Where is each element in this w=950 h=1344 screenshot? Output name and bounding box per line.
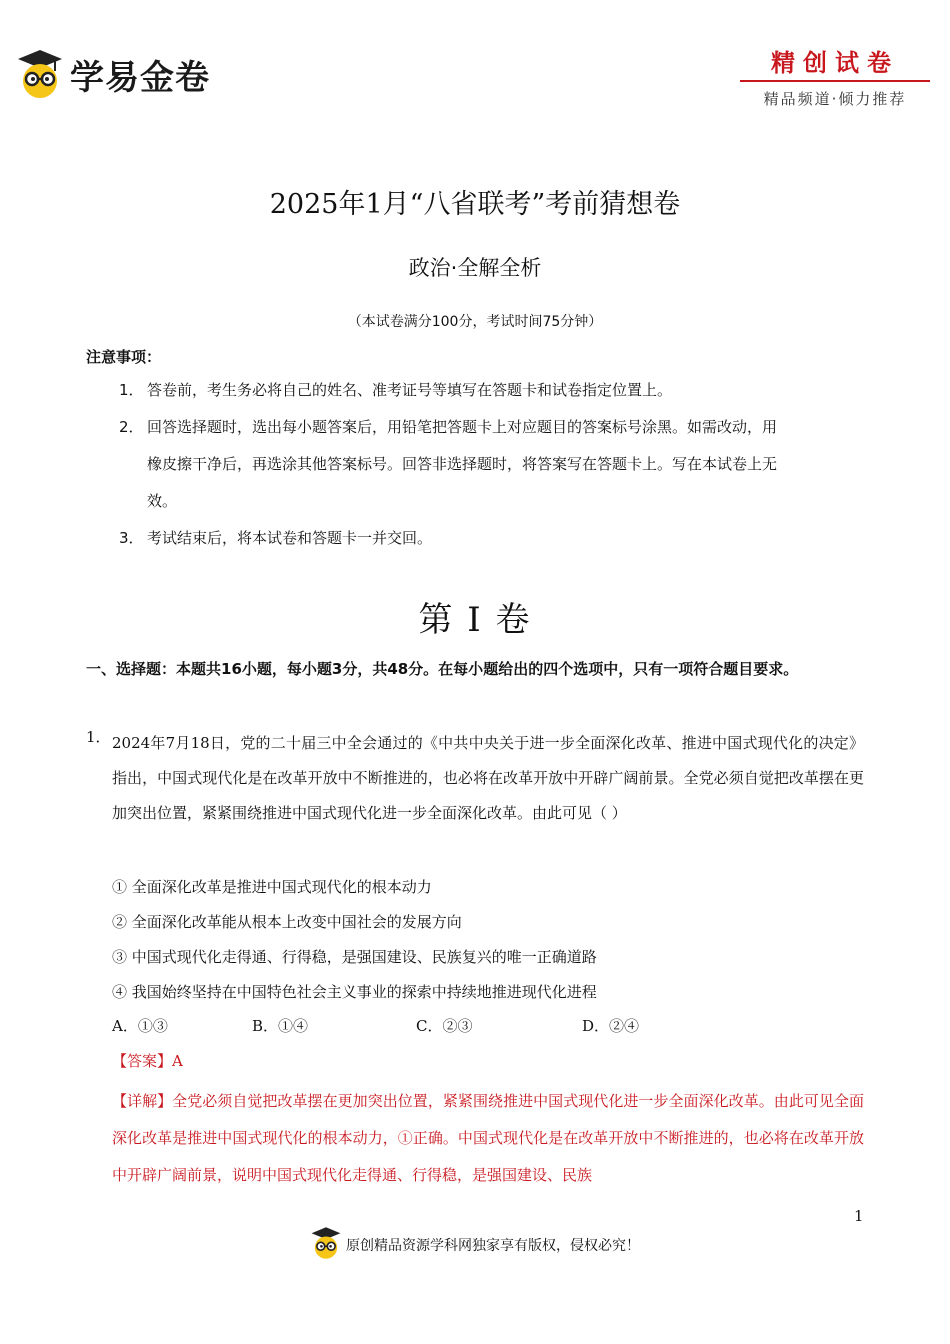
question-number: 1． xyxy=(86,728,111,746)
logo xyxy=(16,48,210,100)
choice-b: B．①④ xyxy=(252,1017,309,1035)
logo-mascot-icon xyxy=(16,48,64,100)
choice-a: A．①③ xyxy=(112,1017,168,1035)
choice-d: D．②④ xyxy=(582,1017,640,1035)
page-number: 1 xyxy=(854,1207,864,1225)
brand-title: 精创试卷 xyxy=(771,48,899,77)
question-stem: 2024年7月18日，党的二十届三中全会通过的《中共中央关于进一步全面深化改革、推进中国式现代化的决定》指出，中国式现代化是在改革开放中不断推进的，也必将在改革开放中开辟广阔前景。全党必须自觉把改革摆在更加突出位置，紧紧围绕推进中国式现代化进一步全面深化改革。由此可见（ ） xyxy=(112,734,864,822)
notice-item: 效。 xyxy=(147,492,178,510)
copyright-text: 原创精品资源学科网独家享有版权，侵权必究！ xyxy=(346,1238,640,1254)
section-description: 一、选择题：本题共16小题，每小题3分，共48分。在每小题给出的四个选项中，只有一项符合题目要求。 xyxy=(86,660,799,678)
brand-block xyxy=(740,48,930,109)
section-title: 第 I 卷 xyxy=(418,600,532,640)
brand-subtitle: 精品频道·倾力推荐 xyxy=(763,90,907,108)
brand-divider xyxy=(740,80,930,82)
footer xyxy=(0,1226,950,1264)
document-subtitle: 政治·全解全析 xyxy=(408,256,542,280)
choice-c: C．②③ xyxy=(416,1017,473,1035)
notice-title: 注意事项： xyxy=(86,348,162,366)
notice-item: 2． 回答选择题时，选出每小题答案后，用铅笔把答题卡上对应题目的答案标号涂黑。如需改动，用 xyxy=(119,418,778,436)
notice-item: 橡皮擦干净后，再选涂其他答案标号。回答非选择题时，将答案写在答题卡上。写在本试卷上无 xyxy=(147,455,778,473)
footer-mascot-icon xyxy=(310,1226,342,1264)
statement-1: ① 全面深化改革是推进中国式现代化的根本动力 xyxy=(112,878,432,896)
document-title: 2025年1月“八省联考”考前猜想卷 xyxy=(269,189,681,220)
exam-info: （本试卷满分100分，考试时间75分钟） xyxy=(347,314,603,330)
answer-label: 【答案】A xyxy=(112,1052,183,1070)
notice-list xyxy=(119,372,879,557)
notice-item: 1． 答卷前，考生务必将自己的姓名、准考证号等填写在答题卡和试卷指定位置上。 xyxy=(119,381,673,399)
statement-3: ③ 中国式现代化走得通、行得稳，是强国建设、民族复兴的唯一正确道路 xyxy=(112,948,597,966)
statement-4: ④ 我国始终坚持在中国特色社会主义事业的探索中持续地推进现代化进程 xyxy=(112,983,597,1001)
statement-2: ② 全面深化改革能从根本上改变中国社会的发展方向 xyxy=(112,913,462,931)
notice-item: 3． 考试结束后，将本试卷和答题卡一并交回。 xyxy=(119,529,433,547)
answer-detail: 【详解】全党必须自觉把改革摆在更加突出位置，紧紧围绕推进中国式现代化进一步全面深化改革。由此可见全面深化改革是推进中国式现代化的根本动力，①正确。中国式现代化是在改革开放中不断推进的，也必将在改革开放中开辟广阔前景，说明中国式现代化走得通、行得稳，是强国建设、民族 xyxy=(112,1092,864,1184)
logo-text: 学易金卷 xyxy=(70,57,210,98)
